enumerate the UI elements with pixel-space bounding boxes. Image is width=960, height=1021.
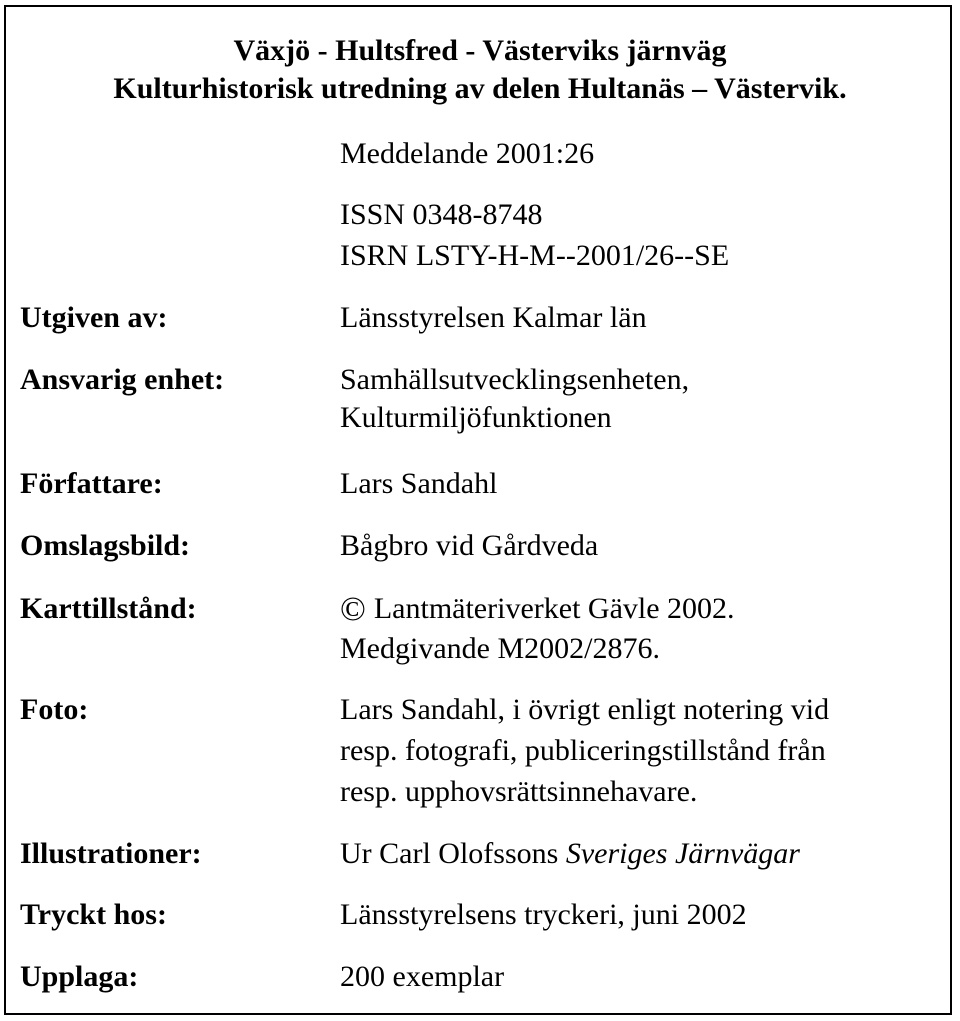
karttillstand-text: Lantmäteriverket Gävle 2002.: [373, 592, 735, 625]
karttillstand-value-line-2: Medgivande M2002/2876.: [340, 632, 660, 665]
karttillstand-value-line-1: [340, 591, 735, 628]
illustrationer-book-title: Sveriges Järnvägar: [565, 837, 800, 870]
forfattare-label: Författare:: [20, 467, 163, 500]
forfattare-value: Lars Sandahl: [340, 467, 498, 500]
foto-value-line-1: Lars Sandahl, i övrigt enligt notering vid: [340, 693, 830, 726]
illustrationer-label: Illustrationer:: [20, 837, 202, 870]
foto-value-line-3: resp. upphovsrättsinnehavare.: [340, 775, 698, 808]
foto-label: Foto:: [20, 693, 89, 726]
title-line-2: Kulturhistorisk utredning av delen Hultanäs – Västervik.: [113, 72, 847, 105]
omslagsbild-label: Omslagsbild:: [20, 529, 191, 562]
title-line-1: Växjö - Hultsfred - Västerviks järnväg: [233, 34, 727, 67]
tryckt-value: Länsstyrelsens tryckeri, juni 2002: [340, 898, 747, 931]
upplaga-value: 200 exemplar: [340, 960, 505, 993]
ansvarig-value-line-2: Kulturmiljöfunktionen: [340, 401, 612, 434]
ansvarig-label: Ansvarig enhet:: [20, 363, 225, 396]
copyright-icon: ©: [340, 591, 366, 628]
isrn-text: ISRN LSTY-H-M--2001/26--SE: [340, 239, 730, 272]
utgiven-label: Utgiven av:: [20, 301, 168, 334]
illustrationer-text: Ur Carl Olofssons: [340, 837, 559, 870]
meddelande-text: Meddelande 2001:26: [340, 137, 595, 170]
foto-value-line-2: resp. fotografi, publiceringstillstånd från: [340, 734, 826, 767]
karttillstand-label: Karttillstånd:: [20, 592, 197, 625]
tryckt-label: Tryckt hos:: [20, 898, 167, 931]
issn-text: ISSN 0348-8748: [340, 198, 543, 231]
ansvarig-value-line-1: Samhällsutvecklingsenheten,: [340, 363, 690, 396]
illustrationer-value: [340, 836, 800, 872]
utgiven-value: Länsstyrelsen Kalmar län: [340, 301, 647, 334]
upplaga-label: Upplaga:: [20, 960, 139, 993]
omslagsbild-value: Bågbro vid Gårdveda: [340, 529, 599, 562]
